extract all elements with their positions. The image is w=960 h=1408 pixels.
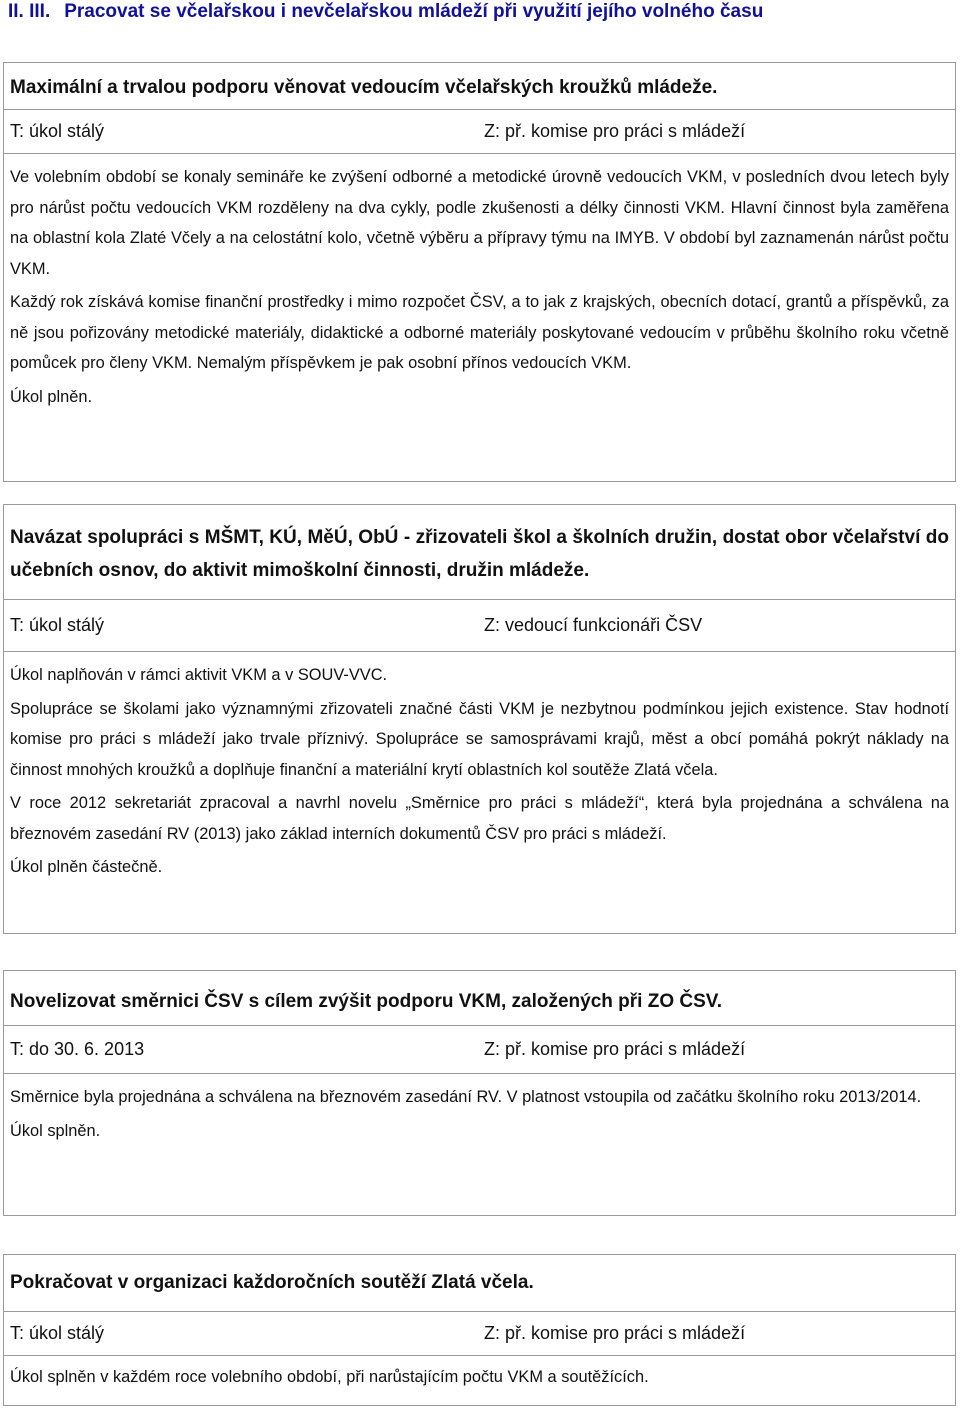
task-deadline-1: T: úkol stálý xyxy=(10,121,105,141)
task-meta-4 xyxy=(4,1311,955,1355)
task-title-3: Novelizovat směrnici ČSV s cílem zvýšit podporu VKM, založených při ZO ČSV. xyxy=(10,991,722,1012)
task-title-1: Maximální a trvalou podporu věnovat vedoucím včelařských kroužků mládeže. xyxy=(10,77,718,98)
task-block-3 xyxy=(3,970,956,1216)
task-title-4: Pokračovat v organizaci každoročních soutěží Zlatá včela. xyxy=(10,1272,534,1293)
task-meta-3 xyxy=(4,1025,955,1073)
task-title-2: Navázat spolupráci s MŠMT, KÚ, MěÚ, ObÚ - zřizovateli škol a školních družin, dostat obor včelařství do učebních osnov, do aktivit mimoškolní činnosti, družin mládeže. xyxy=(10,527,949,581)
task-paragraph: V roce 2012 sekretariát zpracoval a navrhl novelu „Směrnice pro práci s mládeží“, která byla projednána a schválena na březnovém zasedání RV (2013) jako základ interních dokumentů ČSV pro práci s mládeží. xyxy=(10,794,949,843)
task-status-2: Úkol plněn částečně. xyxy=(10,858,163,876)
task-body-2 xyxy=(4,651,955,883)
task-responsible-1: Z: př. komise pro práci s mládeží xyxy=(484,121,746,141)
task-meta-2 xyxy=(4,599,955,651)
task-deadline-2: T: úkol stálý xyxy=(10,615,105,635)
task-paragraph: Každý rok získává komise finanční prostředky i mimo rozpočet ČSV, a to jak z krajských, obecních dotací, grantů a příspěvků, za ně jsou pořizovány metodické materiály, didaktické a odborné materiály poskytované vedoucím v průběhu školního roku včetně pomůcek pro členy VKM. Nemalým příspěvkem je pak osobní přínos vedoucích VKM. xyxy=(10,293,949,372)
task-body-1 xyxy=(4,153,955,412)
task-body-4 xyxy=(4,1355,955,1393)
task-responsible-2: Z: vedoucí funkcionáři ČSV xyxy=(484,615,703,635)
task-deadline-3: T: do 30. 6. 2013 xyxy=(10,1039,145,1059)
task-block-2 xyxy=(3,504,956,934)
task-block-1 xyxy=(3,62,956,482)
section-title: Pracovat se včelařskou i nevčelařskou mládeží při využití jejího volného času xyxy=(64,1,764,22)
task-paragraph: Úkol naplňován v rámci aktivit VKM a v SOUV-VVC. xyxy=(10,666,388,684)
task-paragraph: Spolupráce se školami jako významnými zřizovateli značné části VKM je nezbytnou podmínkou jejich existence. Stav hodnotí komise pro práci s mládeží jako trvale příznivý. Spolupráce se samosprávami krajů, měst a obcí pomáhá pokrýt náklady na činnost mnohých kroužků a doplňuje finanční a materiální krytí oblastních kol soutěže Zlatá včela. xyxy=(10,699,949,779)
section-number: II. III. xyxy=(8,1,51,22)
task-paragraph: Úkol splněn v každém roce volebního období, při narůstajícím počtu VKM a soutěžících. xyxy=(10,1368,649,1386)
task-deadline-4: T: úkol stálý xyxy=(10,1323,105,1343)
task-responsible-3: Z: př. komise pro práci s mládeží xyxy=(484,1039,746,1059)
task-body-3 xyxy=(4,1073,955,1146)
task-block-4 xyxy=(3,1254,956,1406)
task-paragraph: Směrnice byla projednána a schválena na březnovém zasedání RV. V platnost vstoupila od začátku školního roku 2013/2014. xyxy=(10,1088,922,1106)
task-status-3: Úkol splněn. xyxy=(10,1121,101,1140)
section-heading xyxy=(8,0,956,24)
task-paragraph: Ve volebním období se konaly semináře ke zvýšení odborné a metodické úrovně vedoucích VKM, v posledních dvou letech byly pro nárůst počtu vedoucích VKM rozděleny na dva cykly, podle zkušenosti a délky činnosti VKM. Hlavní činnost byla zaměřena na oblastní kola Zlaté Včely a na celostátní kolo, včetně výběru a přípravy týmu na IMYB. V období byl zaznamenán nárůst počtu VKM. xyxy=(10,168,949,278)
task-responsible-4: Z: př. komise pro práci s mládeží xyxy=(484,1323,746,1343)
task-meta-1 xyxy=(4,109,955,153)
task-status-1: Úkol plněn. xyxy=(10,387,93,406)
